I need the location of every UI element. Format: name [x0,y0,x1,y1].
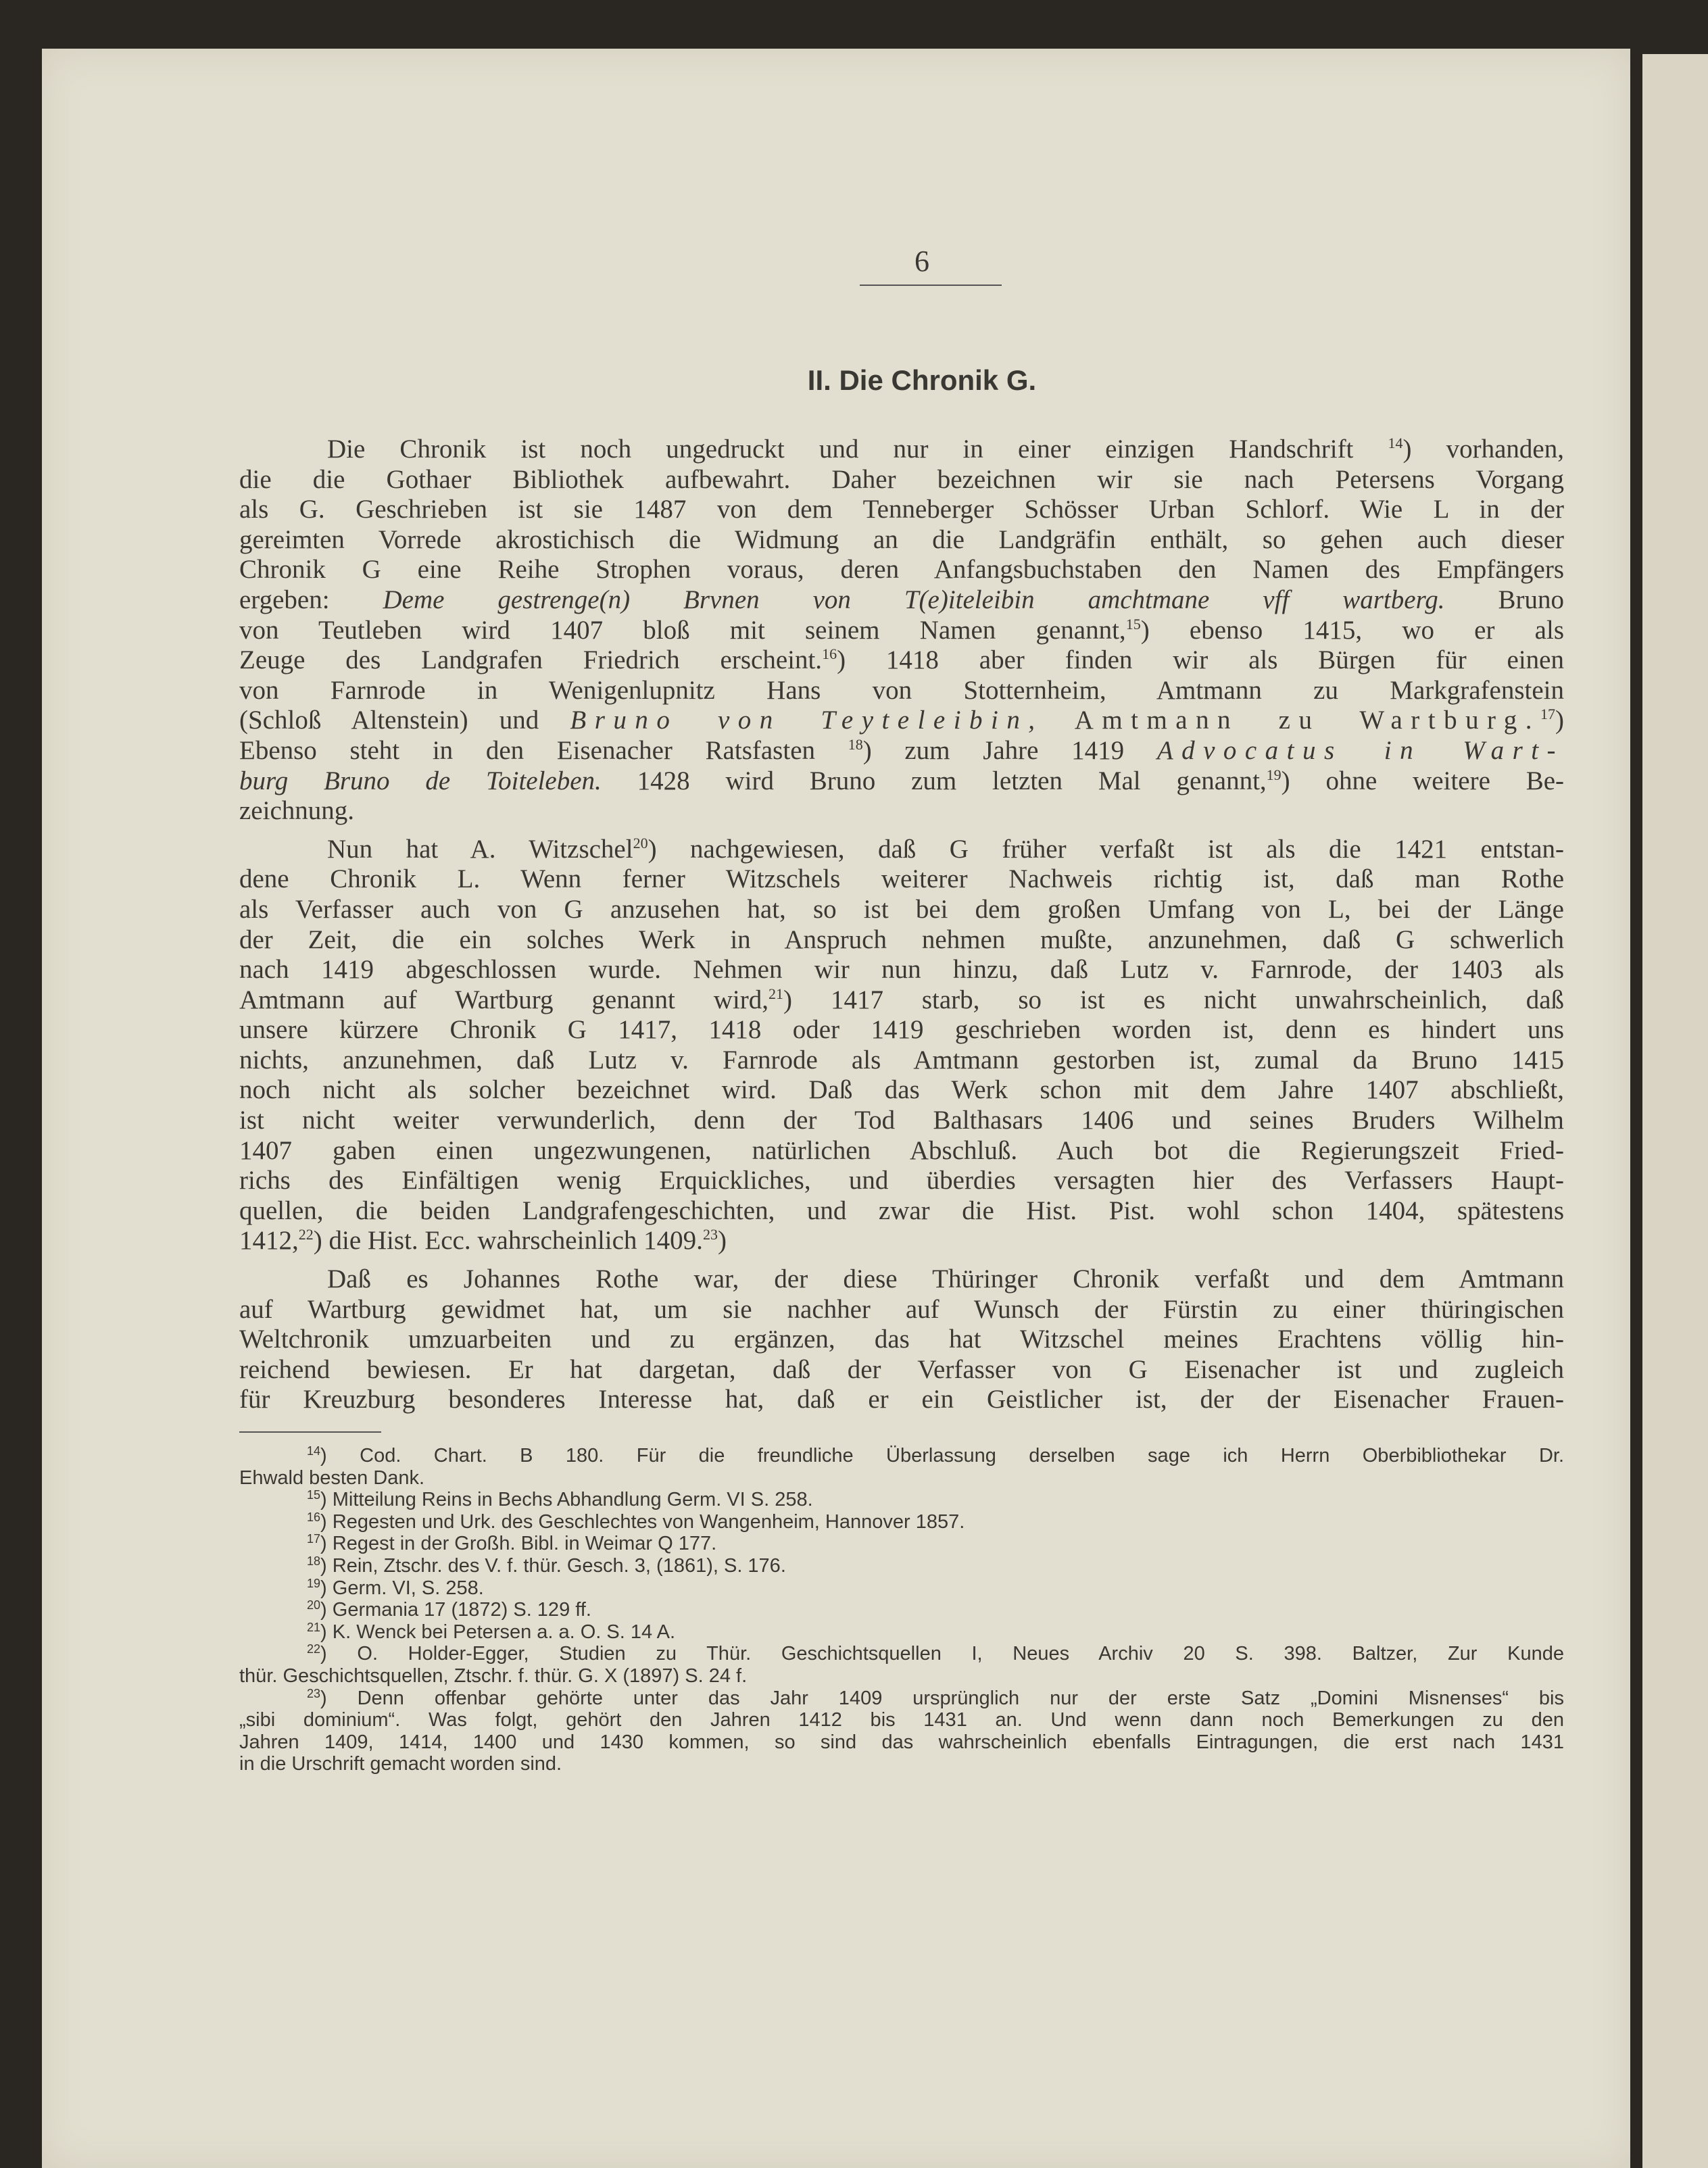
text-line: von Farnrode in Wenigenlupnitz Hans von Stotternheim, Amtmann zu Markgrafenstein [239,675,1564,705]
text-line: reichend bewiesen. Er hat dargetan, daß der Verfasser von G Eisenacher ist und zugleich [239,1354,1564,1384]
spaced-title: Amtmann zu Wartburg. [1074,706,1541,735]
text-line: Die Chronik ist noch ungedruckt und nur in einer einzigen Handschrift $^{14}$) vorhanden, [327,435,1564,464]
paragraph-2 [239,835,1564,1256]
text-line: für Kreuzburg besonderes Interesse hat, daß er ein Geistlicher ist, der der Eisenacher Frauen- [239,1385,1564,1414]
page-content [239,241,1564,1775]
text-line: ergeben: Deme gestrenge(n) Brvnen von T(e)iteleibin amchtmane vff wartberg. Bruno [239,585,1564,614]
page-number-rule [860,285,1002,286]
advocatus-spaced: Advocatus in Wart- [1156,735,1565,765]
paragraph-1 [239,435,1564,827]
text-line: Amtmann auf Wartburg genannt wird,$^{21}$) 1417 starb, so ist es nicht unwahrscheinlich, daß [239,985,1564,1014]
footnote-22: $^{22}$) O. Holder-Egger, Studien zu Thür. Geschichtsquellen I, Neues Archiv 20 S. 398. Baltzer, Zur Kunde thür. Geschichtsquellen, Ztschr. f. thür. G. X (1897) S. 24 f. [239,1642,1564,1687]
footnote-20: $^{20}$) Germania 17 (1872) S. 129 ff. [307,1598,591,1621]
footnote-21: $^{21}$) K. Wenck bei Petersen a. a. O. S. 14 A. [307,1620,675,1643]
page-number: 6 [914,245,929,278]
text-line: dene Chronik L. Wenn ferner Witzschels weiterer Nachweis richtig ist, daß man Rothe [239,864,1564,894]
text-line: unsere kürzere Chronik G 1417, 1418 oder 1419 geschrieben worden ist, denn es hindert uns [239,1015,1564,1045]
text-line: noch nicht als solcher bezeichnet wird. Daß das Werk schon mit dem Jahre 1407 abschließt, [239,1075,1564,1105]
text-line: nach 1419 abgeschlossen wurde. Nehmen wir nun hinzu, daß Lutz v. Farnrode, der 1403 als [239,955,1564,985]
section-heading: II. Die Chronik G. [807,364,1037,396]
text-line: Ebenso steht in den Eisenacher Ratsfasten $^{18}$) zum Jahre 1419 Advocatus in Wart- [239,735,1565,765]
footnotes [239,1445,1564,1775]
spaced-name: Bruno von Teyteleibin, [570,706,1044,735]
text-line: auf Wartburg gewidmet hat, um sie nachher auf Wunsch der Fürstin zu einer thüringischen [239,1294,1564,1324]
text-line: Chronik G eine Reihe Strophen voraus, deren Anfangsbuchstaben den Namen des Empfängers [239,555,1564,585]
text-line: als G. Geschrieben ist sie 1487 von dem Tenneberger Schösser Urban Schlorf. Wie L in der [239,495,1564,524]
footnote-19: $^{19}$) Germ. VI, S. 258. [307,1576,484,1599]
document-page [42,49,1630,2168]
text-line: die die Gothaer Bibliothek aufbewahrt. Daher bezeichnen wir sie nach Petersens Vorgang [239,464,1564,494]
facing-page-edge [1642,54,1708,2168]
text-line: (Schloß Altenstein) und Bruno von Teyteleibin, Amtmann zu Wartburg.$^{17}$) [239,706,1565,735]
text-line: zeichnung. [239,796,355,826]
paragraph-3 [239,1264,1564,1415]
footnote-18: $^{18}$) Rein, Ztschr. des V. f. thür. Gesch. 3, (1861), S. 176. [307,1554,786,1577]
text-line: 1407 gaben einen ungezwungenen, natürlichen Abschluß. Auch bot die Regierungszeit Fried- [239,1135,1564,1165]
footnote-16: $^{16}$) Regesten und Urk. des Geschlechtes von Wangenheim, Hannover 1857. [307,1510,965,1533]
text-line: richs des Einfältigen wenig Erquickliches, und überdies versagten hier des Verfassers Haupt- [239,1166,1564,1196]
text-line: 1412,22) die Hist. Ecc. wahrscheinlich 1409.23) [239,1226,727,1256]
text-line: Daß es Johannes Rothe war, der diese Thüringer Chronik verfaßt und dem Amtmann [327,1264,1564,1294]
text-line: burg Bruno de Toiteleben. 1428 wird Bruno zum letzten Mal genannt,$^{19}$) ohne weitere Be- [239,766,1565,795]
text-line: der Zeit, die ein solches Werk in Anspruch nehmen mußte, anzunehmen, daß G schwerlich [239,925,1564,954]
text-line: Nun hat A. Witzschel$^{20}$) nachgewiesen, daß G früher verfaßt ist als die 1421 entstan- [327,834,1564,864]
footnote-15: $^{15}$) Mitteilung Reins in Bechs Abhandlung Germ. VI S. 258. [307,1488,813,1511]
text-line: gereimten Vorrede akrostichisch die Widmung an die Landgräfin enthält, so gehen auch dieser [239,524,1564,554]
text-line: als Verfasser auch von G anzusehen hat, so ist bei dem großen Umfang von L, bei der Länge [239,894,1564,924]
text-line: Weltchronik umzuarbeiten und zu ergänzen, das hat Witzschel meines Erachtens völlig hin- [239,1325,1564,1354]
footnote-23: $^{23}$) Denn offenbar gehörte unter das Jahr 1409 ursprünglich nur der erste Satz „Domini Misnenses“ bis „sibi dominium“. Was folgt, gehört den Jahren 1412 bis 1431 an. Und wenn dann noch Bemerkungen zu den Jahren 1409, 1414, 1400 und 1430 kommen, so sind das wahrscheinlich ebenfalls Eintragungen, die erst nach 1431 in die Urschrift gemacht worden sind. [239,1686,1565,1775]
text-line: von Teutleben wird 1407 bloß mit seinem Namen genannt,$^{15}$) ebenso 1415, wo er als [239,615,1565,645]
acrostic-text: Deme gestrenge(n) Brvnen von T(e)iteleibin amchtmane vff wartberg. [383,585,1445,614]
text-line: Zeuge des Landgrafen Friedrich erscheint.$^{16}$) 1418 aber finden wir als Bürgen für einen [239,645,1564,675]
footnote-17: $^{17}$) Regest in der Großh. Bibl. in Weimar Q 177. [307,1532,717,1555]
footnote-14: $^{14}$) Cod. Chart. B 180. Für die freundliche Überlassung derselben sage ich Herrn Oberbibliothekar Dr. Ehwald besten Dank. [239,1444,1565,1489]
footnote-rule [239,1431,381,1433]
text-line: ist nicht weiter verwunderlich, denn der Tod Balthasars 1406 und seines Bruders Wilhelm [239,1106,1564,1135]
text-line: quellen, die beiden Landgrafengeschichten, und zwar die Hist. Pist. wohl schon 1404, spätestens [239,1196,1564,1225]
text-line: nichts, anzunehmen, daß Lutz v. Farnrode als Amtmann gestorben ist, zumal da Bruno 1415 [239,1045,1564,1075]
